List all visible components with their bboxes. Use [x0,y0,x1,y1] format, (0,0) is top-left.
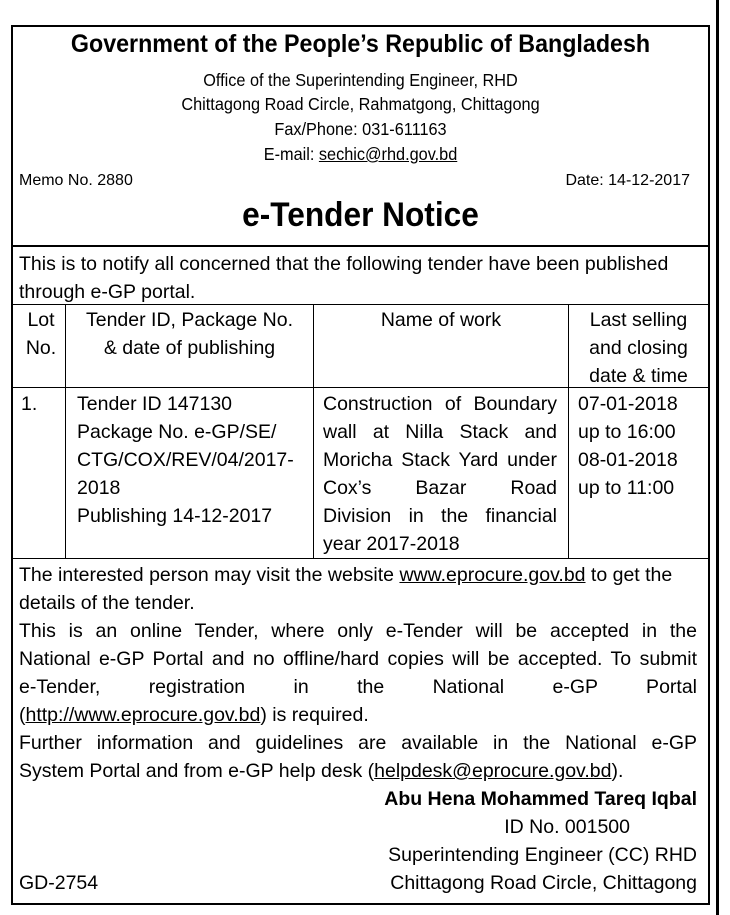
body-text: ) is required. [260,704,369,726]
row-text: 2018 [77,477,121,499]
header-text: and closing [589,337,688,359]
table-col-divider [313,304,314,558]
body-text: The interested person may visit the website [19,564,400,586]
office-address: Chittagong Road Circle, Rahmatgong, Chittagong [181,94,540,114]
signatory-designation: Superintending Engineer (CC) RHD [388,844,697,866]
office-name: Office of the Superintending Engineer, RHD [203,70,518,90]
memo-number: Memo No. 2880 [19,172,133,189]
row-text: up to 16:00 [578,421,676,443]
row-text: wall at Nilla Stack and [323,421,557,443]
further-info-line-2 [19,757,697,785]
header-text: Last selling [589,309,688,331]
body-text: System Portal and from e-GP help desk ( [19,760,375,782]
helpdesk-email-link[interactable]: helpdesk@eprocure.gov.bd [374,760,612,782]
row-text: Construction of Boundary [323,393,557,415]
page-edge-line [716,0,719,915]
row-text: Moricha Stack Yard under [323,449,557,471]
header-lot [19,306,63,362]
table-bottom-rule [11,558,710,559]
website-line-1 [19,561,697,589]
further-info-line-1: Further information and guidelines are available in the National e-GP [19,732,697,754]
table-top-rule [11,304,710,305]
portal-link[interactable]: http://www.eprocure.gov.bd [25,704,261,726]
body-text: ). [611,760,624,782]
row-text: up to 11:00 [578,477,675,499]
body-text: ( [19,704,26,726]
header-text: Lot [27,309,55,331]
row-text: CTG/COX/REV/04/2017- [77,449,294,471]
government-heading: Government of the People’s Republic of Bangladesh [70,30,651,58]
row-text: Publishing 14-12-2017 [77,505,273,527]
row-text: Division in the financial [323,505,557,527]
fax-phone: Fax/Phone: 031-611163 [274,119,447,139]
header-text: Tender ID, Package No. [85,309,294,331]
header-tender [66,306,313,362]
body-text: to get the [585,564,673,586]
row-tender [77,390,309,530]
row-text: Cox’s Bazar Road [323,477,557,499]
online-tender-line-4 [19,701,697,729]
header-last-date [569,306,708,390]
email-label: E-mail: [263,144,319,164]
row-text: 08-01-2018 [578,449,678,471]
online-tender-line-1: This is an online Tender, where only e-Tender will be accepted in the [19,620,697,642]
signatory-id: ID No. 001500 [504,816,630,838]
title-rule [11,245,710,247]
header-text: & date of publishing [103,337,276,359]
row-lot: 1. [21,393,38,415]
signatory-office: Chittagong Road Circle, Chittagong [390,872,697,894]
website-line-2: details of the tender. [19,592,195,614]
header-work [314,306,568,334]
row-text: year 2017-2018 [323,533,460,555]
email-line [35,144,685,165]
intro-line-2: through e-GP portal. [19,281,196,303]
website-link[interactable]: www.eprocure.gov.bd [399,564,586,586]
row-last-date [578,390,706,502]
row-text: Tender ID 147130 [77,393,233,415]
header-text: Name of work [380,309,502,331]
signatory-name: Abu Hena Mohammed Tareq Iqbal [384,788,697,810]
header-text: No. [25,337,57,359]
header-text: date & time [589,365,688,387]
online-tender-line-3: e-Tender, registration in the National e-GP Portal [19,676,697,698]
notice-date: Date: 14-12-2017 [565,172,690,189]
notice-title: e-Tender Notice [242,196,479,234]
intro-line-1: This is to notify all concerned that the following tender have been published [19,253,669,275]
email-link[interactable]: sechic@rhd.gov.bd [318,144,458,164]
online-tender-line-2: National e-GP Portal and no offline/hard copies will be accepted. To submit [19,648,697,670]
row-text: Package No. e-GP/SE/ [77,421,277,443]
row-work [323,390,557,558]
row-text: 07-01-2018 [578,393,678,415]
gd-number: GD-2754 [19,872,99,894]
